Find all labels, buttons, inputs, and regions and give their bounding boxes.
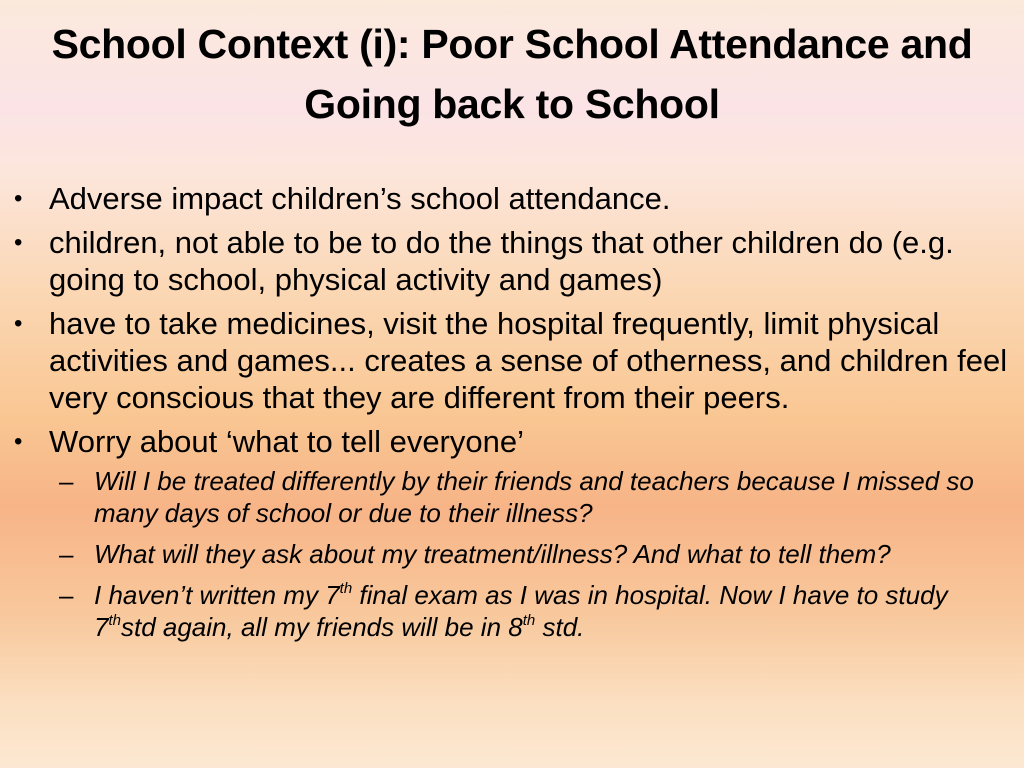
ordinal-superscript: th [108,612,121,629]
sub-bullet-item-2 [59,538,1014,570]
sub-bullet-marker: – [59,539,74,569]
sub-bullet-item-3 [59,579,1014,643]
slide-title [0,14,1024,134]
sub-bullet-marker: – [59,466,74,496]
bullet-marker: • [14,229,23,256]
sub-bullet-text-3-part-2: final exam as I was in hospital. Now I have to study 7 [94,580,948,642]
sub-bullet-text-3-part-1: I haven’t written my 7 [94,580,340,610]
ordinal-superscript: th [339,580,353,597]
ordinal-superscript: th [522,612,536,629]
bullet-list [14,180,1014,652]
sub-bullet-text-3-part-4: std. [535,612,585,642]
bullet-text-4: Worry about ‘what to tell everyone’ [49,424,524,459]
sub-bullet-text-2: What will they ask about my treatment/illness? And what to tell them? [94,539,891,569]
sub-bullet-text-1: Will I be treated differently by their friends and teachers because I missed so many days of school or due to their illness? [94,466,974,528]
bullet-marker: • [14,310,23,337]
bullet-marker: • [14,185,23,212]
slide-title-line-2: Going back to School [304,81,720,127]
sub-bullet-marker: – [59,580,74,610]
bullet-marker: • [14,428,23,455]
sub-bullet-list [59,465,1014,643]
bullet-item-3 [14,305,1014,416]
sub-bullet-item-1 [59,465,1014,529]
bullet-item-1 [14,180,1014,217]
bullet-text-3: have to take medicines, visit the hospital frequently, limit physical activities and games... creates a sense of otherness, and children feel very conscious that they are different from their peers. [49,306,1008,415]
sub-bullet-text-3 [94,579,1014,643]
sub-bullet-text-3-part-3: std again, all my friends will be in 8 [120,612,523,642]
slide-title-line-1: School Context (i): Poor School Attendance and [51,21,973,67]
bullet-text-1: Adverse impact children’s school attendance. [49,181,671,216]
bullet-item-4 [14,423,1014,460]
bullet-item-2 [14,224,1014,298]
bullet-text-2: children, not able to be to do the things that other children do (e.g. going to school, physical activity and games) [49,225,954,297]
